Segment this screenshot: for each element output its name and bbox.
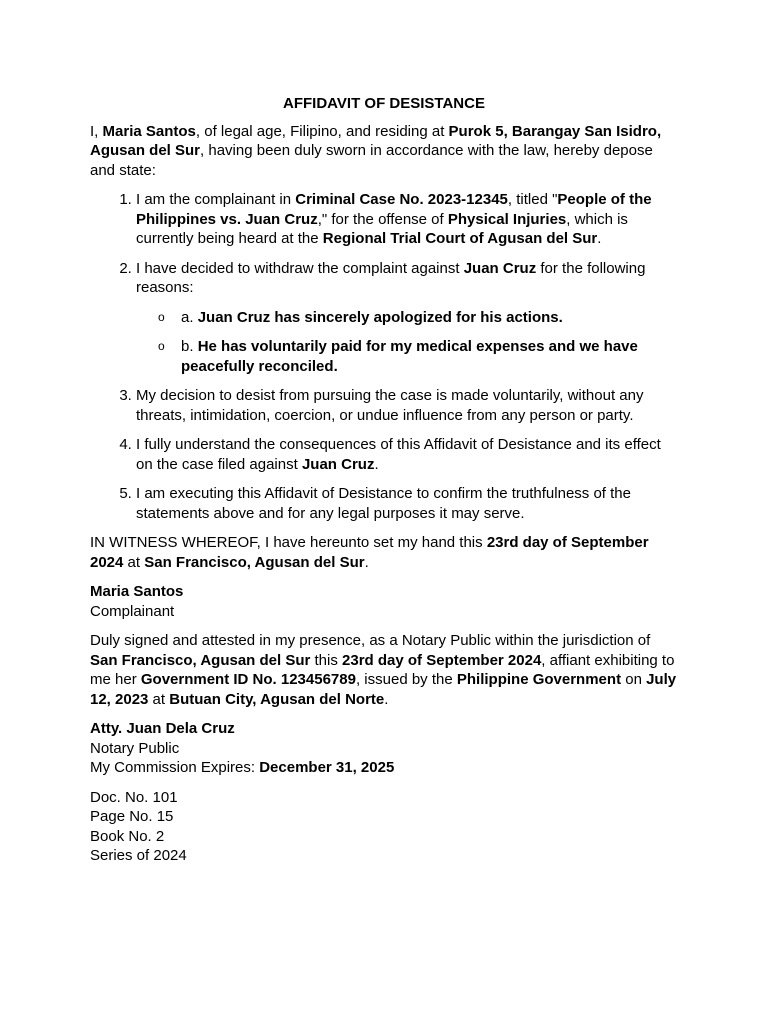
statement-text: I am the complainant in (136, 191, 296, 208)
notary-paragraph (90, 631, 678, 709)
reason-prefix: a. (181, 308, 198, 326)
statement-text: . (374, 455, 379, 473)
case-number: Criminal Case No. 2023-12345 (295, 191, 508, 208)
government-id: Government ID No. 123456789 (140, 671, 356, 688)
case-title: People of the Philippines vs. Juan Cruz (136, 191, 652, 228)
witness-text: at (123, 553, 145, 571)
intro-paragraph (90, 122, 678, 181)
reasons-list (136, 308, 678, 377)
notary-role: Notary Public (90, 739, 180, 757)
id-issue-date: July 12, 2023 (90, 671, 677, 708)
reason-item-b (181, 337, 678, 376)
document-title: AFFIDAVIT OF DESISTANCE (283, 95, 485, 112)
notary-signature-block (90, 719, 678, 778)
notarial-record (90, 788, 678, 866)
execution-place: San Francisco, Agusan del Sur (144, 553, 365, 571)
witness-text: . (364, 553, 369, 571)
reason-text: He has voluntarily paid for my medical expenses and we have peacefully reconciled. (181, 338, 638, 375)
affiant-name: Maria Santos (102, 122, 196, 140)
commission-date: December 31, 2025 (259, 759, 395, 776)
statement-text: , which is currently being heard at the (136, 210, 628, 247)
series-year: Series of 2024 (90, 847, 187, 864)
notary-text: , affiant exhibiting to me her (90, 651, 675, 688)
statement-item-5: 5. I am executing this Affidavit of Desistance to confirm the truthfulness of the statements above and for any legal purposes it may serve. (136, 484, 678, 523)
court-name: Regional Trial Court of Agusan del Sur (322, 230, 598, 247)
attestation-date: 23rd day of September 2024 (342, 651, 542, 669)
offense: Physical Injuries (447, 210, 567, 228)
statement-text: I have decided to withdraw the complaint against (136, 259, 464, 277)
doc-number: Doc. No. 101 (90, 788, 178, 806)
statement-text: I fully understand the consequences of this Affidavit of Desistance and its effect on the case filed against (136, 436, 661, 473)
notary-name: Atty. Juan Dela Cruz (90, 720, 235, 737)
notary-text: at (148, 690, 170, 708)
witness-text: IN WITNESS WHEREOF, I have hereunto set my hand this (90, 534, 487, 551)
jurisdiction: San Francisco, Agusan del Sur (90, 651, 311, 669)
intro-text: I, (90, 122, 103, 140)
notary-text: this (310, 651, 343, 669)
statement-item-3: 3. My decision to desist from pursuing the case is made voluntarily, without any threats, intimidation, coercion, or undue influence from any person or party. (136, 386, 678, 425)
notary-text: Duly signed and attested in my presence, as a Notary Public within the jurisdiction of (90, 632, 651, 649)
statement-text: for the following reasons: (136, 259, 646, 296)
page-number: Page No. 15 (90, 808, 174, 825)
execution-date: 23rd day of September 2024 (90, 534, 649, 571)
reason-prefix: b. (181, 338, 198, 355)
statement-item-1 (136, 190, 678, 249)
reason-text: Juan Cruz has sincerely apologized for his actions. (197, 308, 563, 326)
statement-item-2 (136, 259, 678, 377)
statement-text: , titled " (507, 191, 558, 208)
notary-text: . (384, 690, 389, 708)
complainant-role: Complainant (90, 602, 175, 620)
complainant-signature-block (90, 582, 678, 621)
intro-text: , of legal age, Filipino, and residing at (195, 122, 449, 140)
commission-expiry (90, 758, 678, 778)
notary-text: on (621, 671, 647, 688)
id-issue-place: Butuan City, Agusan del Norte (169, 690, 385, 708)
notary-text: , issued by the (355, 671, 457, 688)
respondent-name: Juan Cruz (301, 455, 375, 473)
respondent-name: Juan Cruz (463, 259, 537, 277)
complainant-name: Maria Santos (90, 583, 184, 600)
witness-paragraph (90, 533, 678, 572)
intro-text: , having been duly sworn in accordance with the law, hereby depose and state: (90, 142, 653, 179)
statement-item-4 (136, 435, 678, 474)
statement-list (90, 190, 678, 523)
commission-label: My Commission Expires: (90, 759, 260, 776)
id-issuer: Philippine Government (456, 671, 622, 688)
affiant-address: Purok 5, Barangay San Isidro, Agusan del Sur (90, 122, 662, 159)
statement-text: . (597, 230, 602, 247)
book-number: Book No. 2 (90, 827, 165, 845)
reason-item-a (181, 308, 678, 328)
statement-text: ," for the offense of (317, 210, 448, 228)
